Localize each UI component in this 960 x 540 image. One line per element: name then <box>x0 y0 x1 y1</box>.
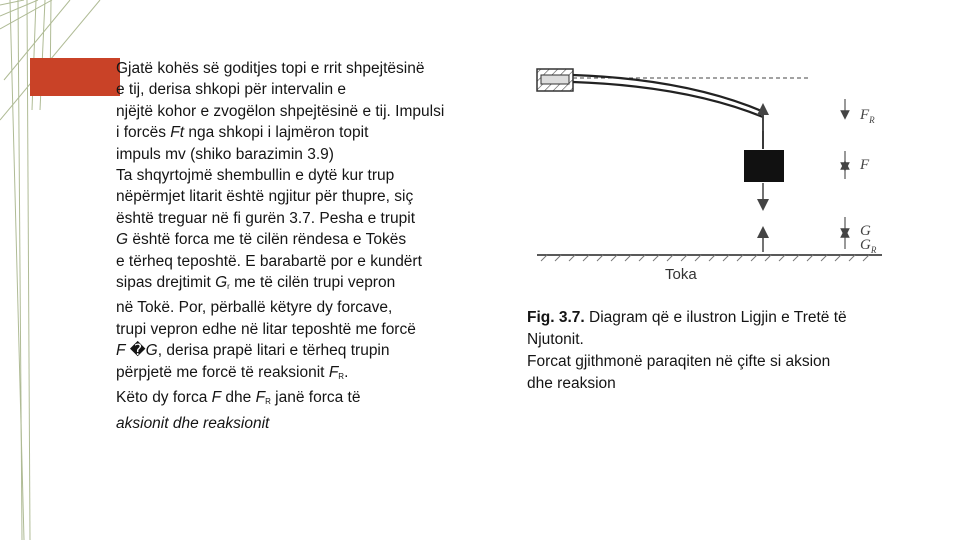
body-text <box>116 58 526 434</box>
body-text-segment: F <box>116 342 126 360</box>
body-text-segment: Ft <box>170 124 185 142</box>
body-text-segment: e tij, derisa shkopi për intervalin e <box>116 81 347 99</box>
body-line <box>116 186 526 207</box>
caption-line-1: Fig. 3.7. Diagram që e ilustron Ligjin e Tretë të <box>527 309 847 326</box>
body-line <box>116 251 526 272</box>
caption-line-4: dhe reaksion <box>527 375 616 392</box>
body-line <box>116 297 526 318</box>
label-ground: Toka <box>665 266 697 283</box>
body-line <box>116 122 526 143</box>
body-text-segment: me të cilën trupi vepron <box>229 274 396 292</box>
body-text-segment: në Tokë. Por, përballë këtyre dy forcave, <box>116 299 393 317</box>
body-text-segment: e tërheq teposhtë. E barabartë por e kundërt <box>116 252 422 270</box>
body-line <box>116 387 526 412</box>
caption-line-2: Njutonit. <box>527 331 584 348</box>
caption-fig-label: Fig. 3.7. <box>527 309 585 326</box>
body-text-segment: nga shkopi i lajmëron topit <box>184 124 369 142</box>
body-text-segment: , derisa prapë litari e tërheq trupin <box>157 342 390 360</box>
body-text-segment: nëpërmjet litarit është ngjitur për thupre, siç <box>116 188 414 206</box>
label-g: G <box>860 223 871 239</box>
body-line <box>116 58 526 79</box>
body-text-segment: trupi vepron edhe në litar teposhtë me forcë <box>116 320 416 338</box>
body-text-segment: njëjtë kohor e zvogëlon shpejtësinë e tij. Impulsi <box>116 102 445 120</box>
body-text-segment: r <box>227 282 230 292</box>
body-text-segment: Ta shqyrtojmë shembullin e dytë kur trup <box>116 167 395 185</box>
body-line <box>116 319 526 340</box>
body-line <box>116 165 526 186</box>
body-text-segment: përpjetë me forcë të reaksionit <box>116 363 329 381</box>
body-text-segment: sipas drejtimit <box>116 274 216 292</box>
accent-bar <box>30 58 120 96</box>
body-text-segment: F <box>255 389 266 407</box>
body-text-segment: G <box>215 274 228 292</box>
label-fr: $F_R$ <box>860 107 875 125</box>
label-f: F <box>860 157 870 173</box>
caption-line-3: Forcat gjithmonë paraqiten në çifte si aksion <box>527 353 831 370</box>
body-line <box>116 229 526 250</box>
figure-caption <box>527 307 917 395</box>
body-text-segment: G <box>116 231 129 249</box>
body-line <box>116 340 526 361</box>
body-text-segment: dhe <box>221 389 256 407</box>
body-text-segment: F <box>328 363 339 381</box>
body-text-segment: i forcës <box>116 124 171 142</box>
body-line <box>116 79 526 100</box>
body-text-segment: aksionit dhe reaksionit <box>116 414 270 432</box>
body-text-segment: F <box>211 389 222 407</box>
body-text-segment: R <box>338 371 345 381</box>
body-text-segment: Gjatë kohës së goditjes topi e rrit shpejtësinë <box>116 60 425 77</box>
body-line <box>116 362 526 387</box>
label-gr: $G_R$ <box>860 237 877 255</box>
body-text-segment: G <box>145 342 158 360</box>
hanging-block <box>744 150 784 182</box>
body-text-segment: . <box>344 363 349 381</box>
body-text-segment: impuls mv (shiko barazimin 3.9) <box>116 145 334 163</box>
body-text-segment: janë forca të <box>270 389 361 407</box>
body-line <box>116 144 526 165</box>
body-text-segment: � <box>125 342 146 360</box>
body-text-segment: R <box>265 397 271 407</box>
figure-3-7 <box>527 57 897 289</box>
body-text-segment: Këto dy forca <box>116 389 212 407</box>
body-line <box>116 101 526 122</box>
body-line <box>116 208 526 229</box>
body-line <box>116 272 526 297</box>
body-line <box>116 413 526 434</box>
newton-third-law-diagram <box>527 57 897 289</box>
body-text-segment: është forca me të cilën rëndesa e Tokës <box>128 231 407 249</box>
body-text-segment: është treguar në fi gurën 3.7. Pesha e trupit <box>116 209 415 227</box>
